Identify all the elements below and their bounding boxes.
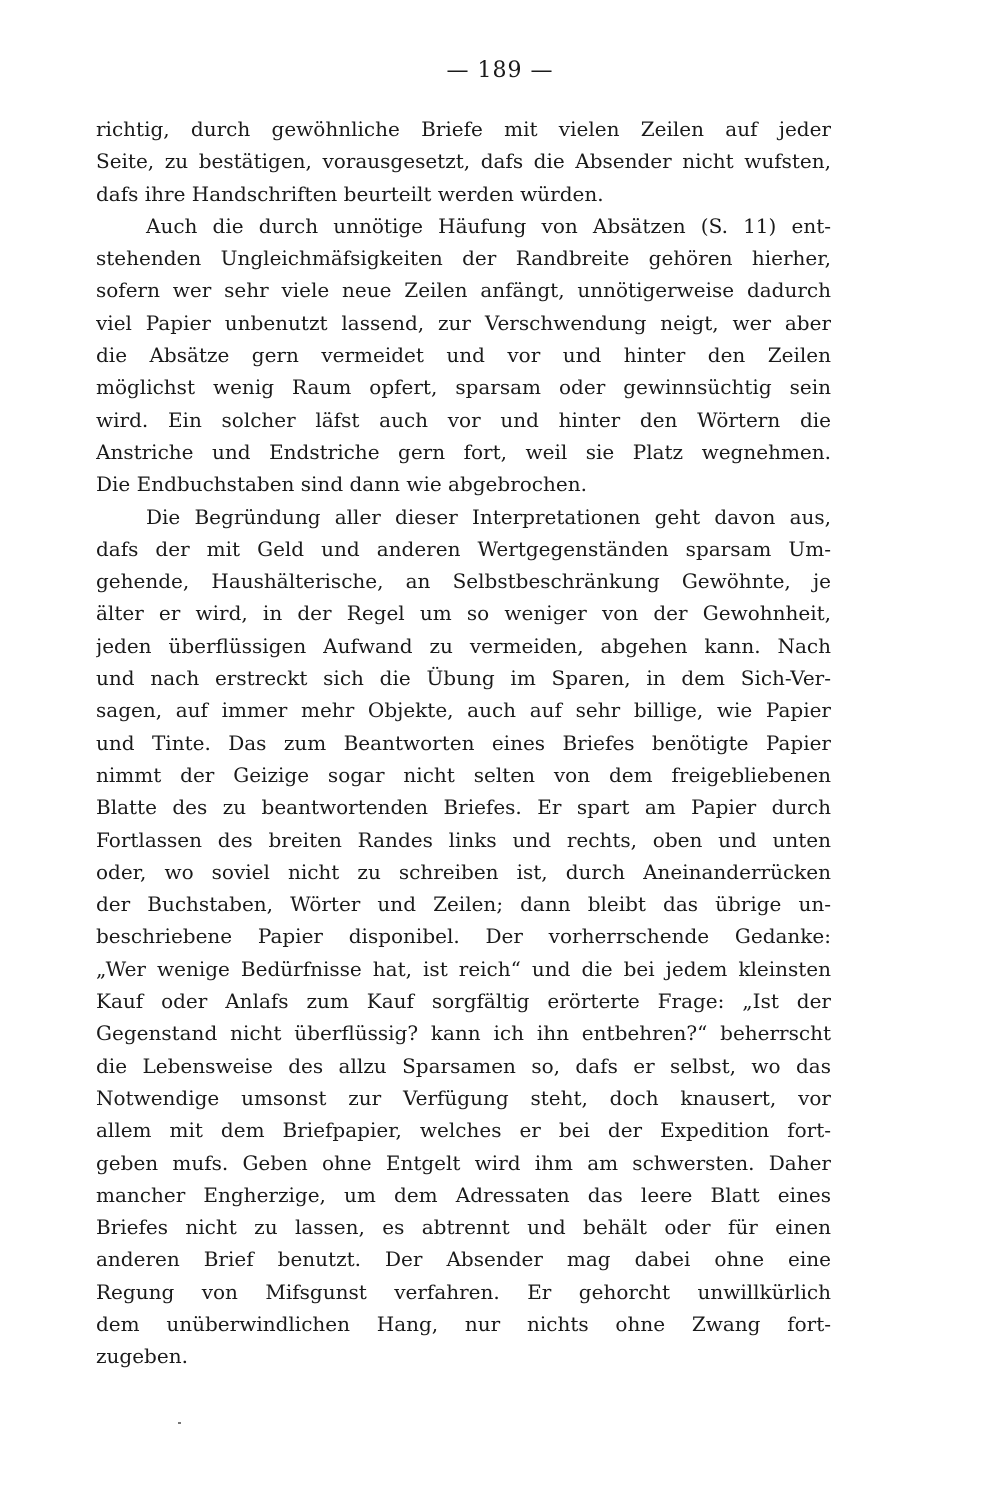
text-line: oder, wo soviel nicht zu schreiben ist, durch Aneinanderrücken [96,859,831,884]
text-line: der Buchstaben, Wörter und Zeilen; dann bleibt das übrige un- [96,892,831,917]
text-line: Auch die durch unnötige Häufung von Absätzen (S. 11) ent- [146,213,831,238]
text-line: dem unüberwindlichen Hang, nur nichts ohne Zwang fort- [96,1311,831,1336]
text-line: jeden überflüssigen Aufwand zu vermeiden, abgehen kann. Nach [96,633,831,658]
text-line: Blatte des zu beantwortenden Briefes. Er spart am Papier durch [96,795,831,820]
print-speck [178,1422,181,1424]
text-line: sagen, auf immer mehr Objekte, auch auf sehr billige, wie Papier [96,698,831,723]
text-line: mancher Engherzige, um dem Adressaten das leere Blatt eines [96,1182,831,1207]
text-line: dafs der mit Geld und anderen Wertgegenständen sparsam Um- [96,536,831,561]
text-line: wird. Ein solcher läfst auch vor und hinter den Wörtern die [96,407,831,432]
text-line: stehenden Ungleichmäfsigkeiten der Randbreite gehören hierher, [96,246,831,271]
text-line: älter er wird, in der Regel um so weniger von der Gewohnheit, [96,601,831,626]
text-line: Gegenstand nicht überflüssig? kann ich ihn entbehren?“ beherrscht [96,1021,831,1046]
text-line: anderen Brief benutzt. Der Absender mag dabei ohne eine [96,1247,831,1272]
text-line: beschriebene Papier disponibel. Der vorherrschende Gedanke: [96,924,831,949]
text-line: Seite, zu bestätigen, vorausgesetzt, dafs die Absender nicht wufsten, [96,149,831,174]
body-text [96,113,831,1373]
text-line: möglichst wenig Raum opfert, sparsam oder gewinnsüchtig sein [96,375,831,400]
text-line: gehende, Haushälterische, an Selbstbeschränkung Gewöhnte, je [96,569,831,594]
text-line: und nach erstreckt sich die Übung im Sparen, in dem Sich-Ver- [96,666,831,691]
text-line: Fortlassen des breiten Randes links und rechts, oben und unten [96,827,831,852]
text-line: richtig, durch gewöhnliche Briefe mit vielen Zeilen auf jeder [96,117,831,141]
text-line: Die Endbuchstaben sind dann wie abgebrochen. [96,472,587,497]
paragraph [96,113,831,210]
text-line: nimmt der Geizige sogar nicht selten von dem freigebliebenen [96,762,831,787]
page-number: — 189 — [446,58,554,83]
text-line: Briefes nicht zu lassen, es abtrennt und behält oder für einen [96,1215,831,1240]
text-line: Notwendige umsonst zur Verfügung steht, doch knausert, vor [96,1085,831,1110]
text-line: dafs ihre Handschriften beurteilt werden würden. [96,181,604,206]
text-line: Die Begründung aller dieser Interpretationen geht davon aus, [146,504,831,529]
text-line: „Wer wenige Bedürfnisse hat, ist reich“ und die bei jedem kleinsten [96,956,831,981]
paragraph [96,210,831,501]
paragraph [96,501,831,1373]
text-line: Kauf oder Anlafs zum Kauf sorgfältig erörterte Frage: „Ist der [96,989,831,1014]
text-line: viel Papier unbenutzt lassend, zur Verschwendung neigt, wer aber [96,310,831,335]
text-line: die Lebensweise des allzu Sparsamen so, dafs er selbst, wo das [96,1053,831,1078]
text-line: Anstriche und Endstriche gern fort, weil sie Platz wegnehmen. [96,439,831,464]
text-line: die Absätze gern vermeidet und vor und hinter den Zeilen [96,343,831,368]
text-line: zugeben. [96,1344,188,1369]
text-line: allem mit dem Briefpapier, welches er bei der Expedition fort- [96,1118,831,1143]
text-line: und Tinte. Das zum Beantworten eines Briefes benötigte Papier [96,730,831,755]
text-line: Regung von Mifsgunst verfahren. Er gehorcht unwillkürlich [96,1279,831,1304]
text-line: geben mufs. Geben ohne Entgelt wird ihm am schwersten. Daher [96,1150,831,1175]
text-line: sofern wer sehr viele neue Zeilen anfängt, unnötigerweise dadurch [96,278,831,303]
